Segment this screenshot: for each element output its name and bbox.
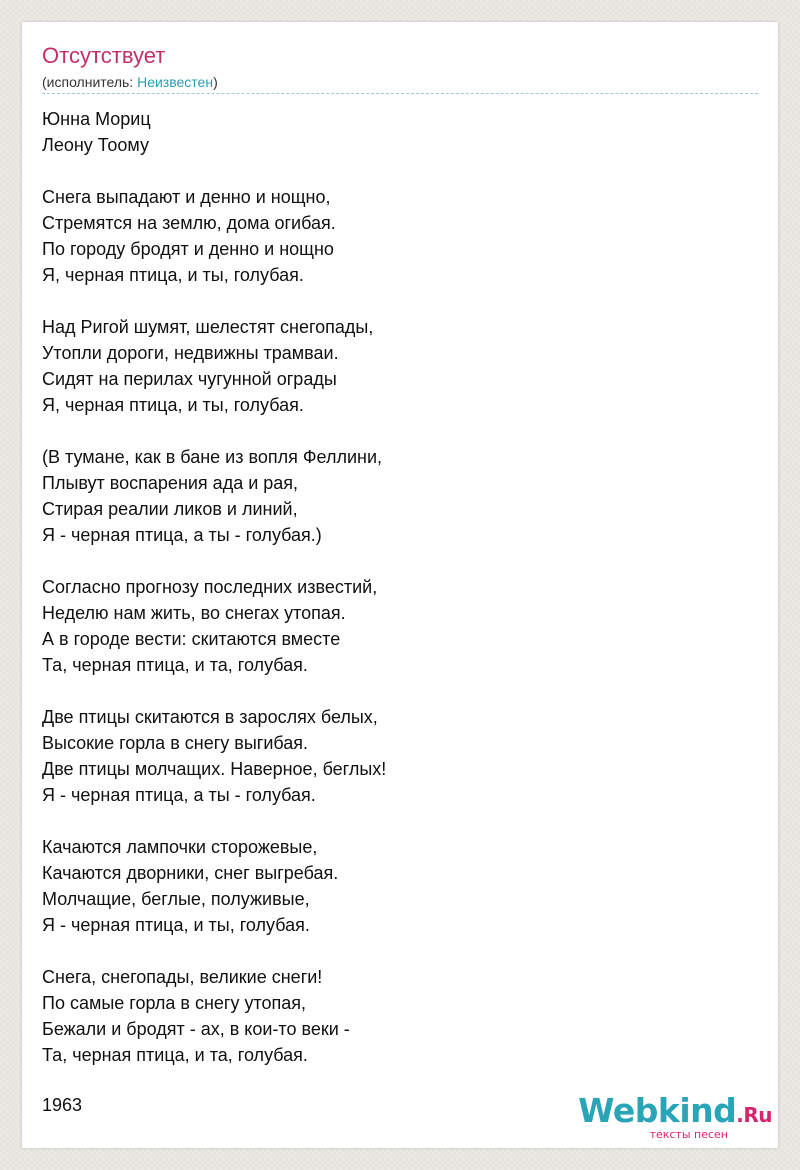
- stanza: [42, 574, 742, 678]
- lyrics-line: Я, черная птица, и ты, голубая.: [42, 265, 304, 285]
- stanza: [42, 834, 742, 938]
- lyrics-line: Я - черная птица, а ты - голубая.): [42, 525, 322, 545]
- lyrics-line: Неделю нам жить, во снегах утопая.: [42, 603, 346, 623]
- lyrics-line: Снега выпадают и денно и нощно,: [42, 187, 331, 207]
- divider: [42, 93, 758, 94]
- lyrics-card: [22, 22, 778, 1148]
- lyrics-line: Молчащие, беглые, полуживые,: [42, 889, 310, 909]
- artist-link[interactable]: Неизвестен: [137, 74, 214, 90]
- lyrics-line: Бежали и бродят - ах, в кои-то веки -: [42, 1019, 350, 1039]
- logo-tld: .Ru: [736, 1103, 772, 1127]
- lyrics-line: Качаются лампочки сторожевые,: [42, 837, 318, 857]
- lyrics-line: Согласно прогнозу последних известий,: [42, 577, 378, 597]
- lyrics-line: Качаются дворники, снег выгребая.: [42, 863, 339, 883]
- lyrics-dedication: Леону Тоому: [42, 135, 149, 155]
- lyrics-line: Стремятся на землю, дома огибая.: [42, 213, 336, 233]
- lyrics-line: Я - черная птица, и ты, голубая.: [42, 915, 310, 935]
- lyrics-line: Я - черная птица, а ты - голубая.: [42, 785, 316, 805]
- lyrics-author: Юнна Мориц: [42, 109, 151, 129]
- lyrics-line: По самые горла в снегу утопая,: [42, 993, 307, 1013]
- logo-tagline: тексты песен: [649, 1128, 728, 1141]
- site-logo[interactable]: [578, 1091, 772, 1141]
- lyrics-line: Утопли дороги, недвижны трамваи.: [42, 343, 339, 363]
- lyrics-line: Две птицы скитаются в зарослях белых,: [42, 707, 378, 727]
- lyrics-line: Над Ригой шумят, шелестят снегопады,: [42, 317, 374, 337]
- lyrics-line: А в городе вести: скитаются вместе: [42, 629, 341, 649]
- stanza: [42, 444, 742, 548]
- logo-main-text: Webkind: [578, 1091, 737, 1130]
- artist-prefix: (исполнитель:: [42, 74, 138, 90]
- artist-suffix: ): [213, 74, 218, 90]
- lyrics-line: Та, черная птица, и та, голубая.: [42, 1045, 308, 1065]
- lyrics-line: Стирая реалии ликов и линий,: [42, 499, 298, 519]
- lyrics-line: По городу бродят и денно и нощно: [42, 239, 334, 259]
- lyrics-line: Сидят на перилах чугунной ограды: [42, 369, 337, 389]
- stanza: [42, 704, 742, 808]
- stanza: [42, 314, 742, 418]
- stanza: [42, 964, 742, 1068]
- lyrics-line: Снега, снегопады, великие снеги!: [42, 967, 323, 987]
- lyrics-line: (В тумане, как в бане из вопля Феллини,: [42, 447, 382, 467]
- artist-line: [42, 72, 218, 92]
- logo-wordmark: [578, 1091, 772, 1132]
- stanza: [42, 184, 742, 288]
- lyrics-line: Высокие горла в снегу выгибая.: [42, 733, 309, 753]
- lyrics-line: Та, черная птица, и та, голубая.: [42, 655, 308, 675]
- lyrics-text: [42, 106, 742, 1068]
- lyrics-line: Я, черная птица, и ты, голубая.: [42, 395, 304, 415]
- lyrics-line: Две птицы молчащих. Наверное, беглых!: [42, 759, 387, 779]
- lyrics-year: 1963: [42, 1095, 83, 1115]
- song-title: Отсутствует: [42, 43, 166, 68]
- lyrics-line: Плывут воспарения ада и рая,: [42, 473, 299, 493]
